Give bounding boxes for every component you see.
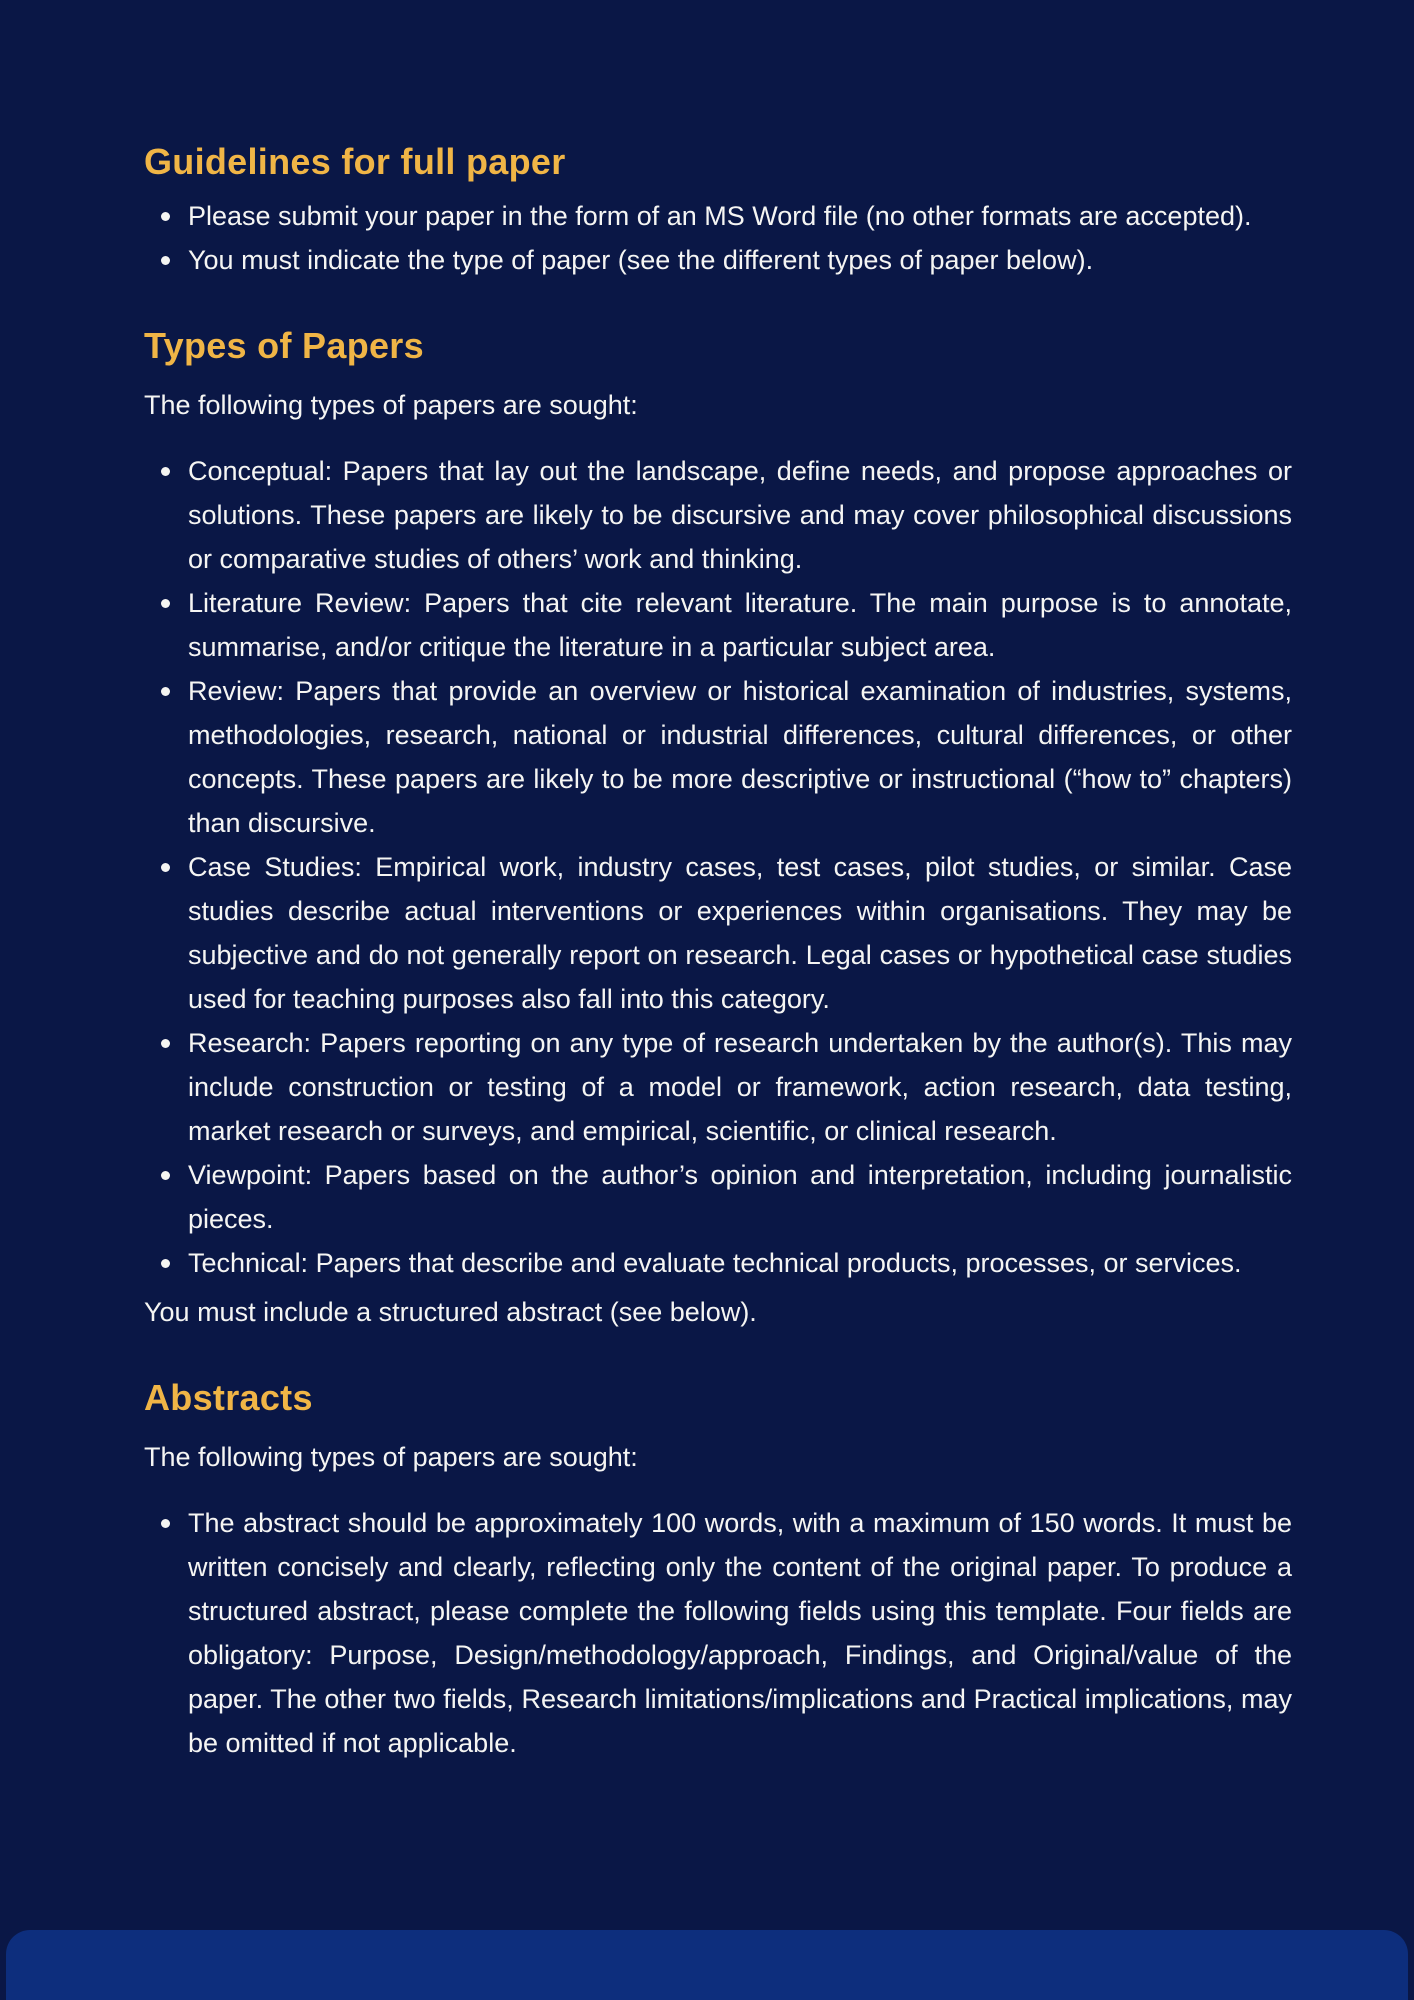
list-item-text: Please submit your paper in the form of an MS Word file (no other formats are accepted). [188,201,1252,231]
bullet-dot-icon [161,256,170,265]
bullet-dot-icon [161,1259,170,1268]
section-heading-types-of-papers: Types of Papers [144,325,424,366]
list-item-text: Case Studies: Empirical work, industry cases, test cases, pilot studies, or similar. Case studies describe actual interventions or experiences within organisations. They may be subjective and do not generally report on research. Legal cases or hypothetical case studies used for teaching purposes also fall into this category. [188,852,1292,1014]
list-item-technical [144,1241,1292,1285]
list-item-research [144,1021,1292,1153]
list-item-text: Technical: Papers that describe and evaluate technical products, processes, or services. [188,1248,1242,1278]
abstracts-intro-text: The following types of papers are sought: [144,1442,638,1472]
bullet-dot-icon [161,599,170,608]
list-item-conceptual [144,449,1292,581]
list-item-text: Review: Papers that provide an overview or historical examination of industries, systems, methodologies, research, national or industrial differences, cultural differences, or other concepts. These papers are likely to be more descriptive or instructional (“how to” chapters) than discursive. [188,676,1292,838]
list-item-text: Conceptual: Papers that lay out the landscape, define needs, and propose approaches or solutions. These papers are likely to be discursive and may cover philosophical discussions or comparative studies of others’ work and thinking. [188,456,1292,574]
list-item-text: The abstract should be approximately 100 words, with a maximum of 150 words. It must be written concisely and clearly, reflecting only the content of the original paper. To produce a structured abstract, please complete the following fields using this template. Four fields are obligatory: Purpose, Design/methodology/approach, Findings, and Original/value of the paper. The other two fields, Research limitations/implications and Practical implications, may be omitted if not applicable. [188,1508,1292,1758]
list-item [144,194,1292,238]
list-item-text: Literature Review: Papers that cite relevant literature. The main purpose is to annotate, summarise, and/or critique the literature in a particular subject area. [188,588,1292,662]
section-heading-abstracts: Abstracts [144,1377,313,1418]
bullet-dot-icon [161,212,170,221]
list-item-review [144,669,1292,845]
bullet-dot-icon [161,687,170,696]
guidelines-bullet-list [144,194,1292,282]
bullet-dot-icon [161,1039,170,1048]
section-heading-guidelines-full-paper: Guidelines for full paper [144,141,566,182]
bullet-dot-icon [161,467,170,476]
list-item [144,238,1292,282]
types-intro-text: The following types of papers are sought: [144,390,638,420]
list-item-literature-review [144,581,1292,669]
list-item-case-studies [144,845,1292,1021]
types-bullet-list [144,449,1292,1285]
list-item-text: Viewpoint: Papers based on the author’s opinion and interpretation, including journalistic pieces. [188,1160,1292,1234]
footer-panel [6,1930,1408,2000]
abstracts-bullet-list [144,1501,1292,1765]
structured-abstract-note: You must include a structured abstract (see below). [144,1297,757,1327]
bullet-dot-icon [161,863,170,872]
bullet-dot-icon [161,1171,170,1180]
bullet-dot-icon [161,1519,170,1528]
list-item-abstract-requirements [144,1501,1292,1765]
list-item-text: Research: Papers reporting on any type of research undertaken by the author(s). This may include construction or testing of a model or framework, action research, data testing, market research or surveys, and empirical, scientific, or clinical research. [188,1028,1292,1146]
list-item-viewpoint [144,1153,1292,1241]
list-item-text: You must indicate the type of paper (see the different types of paper below). [188,245,1094,275]
